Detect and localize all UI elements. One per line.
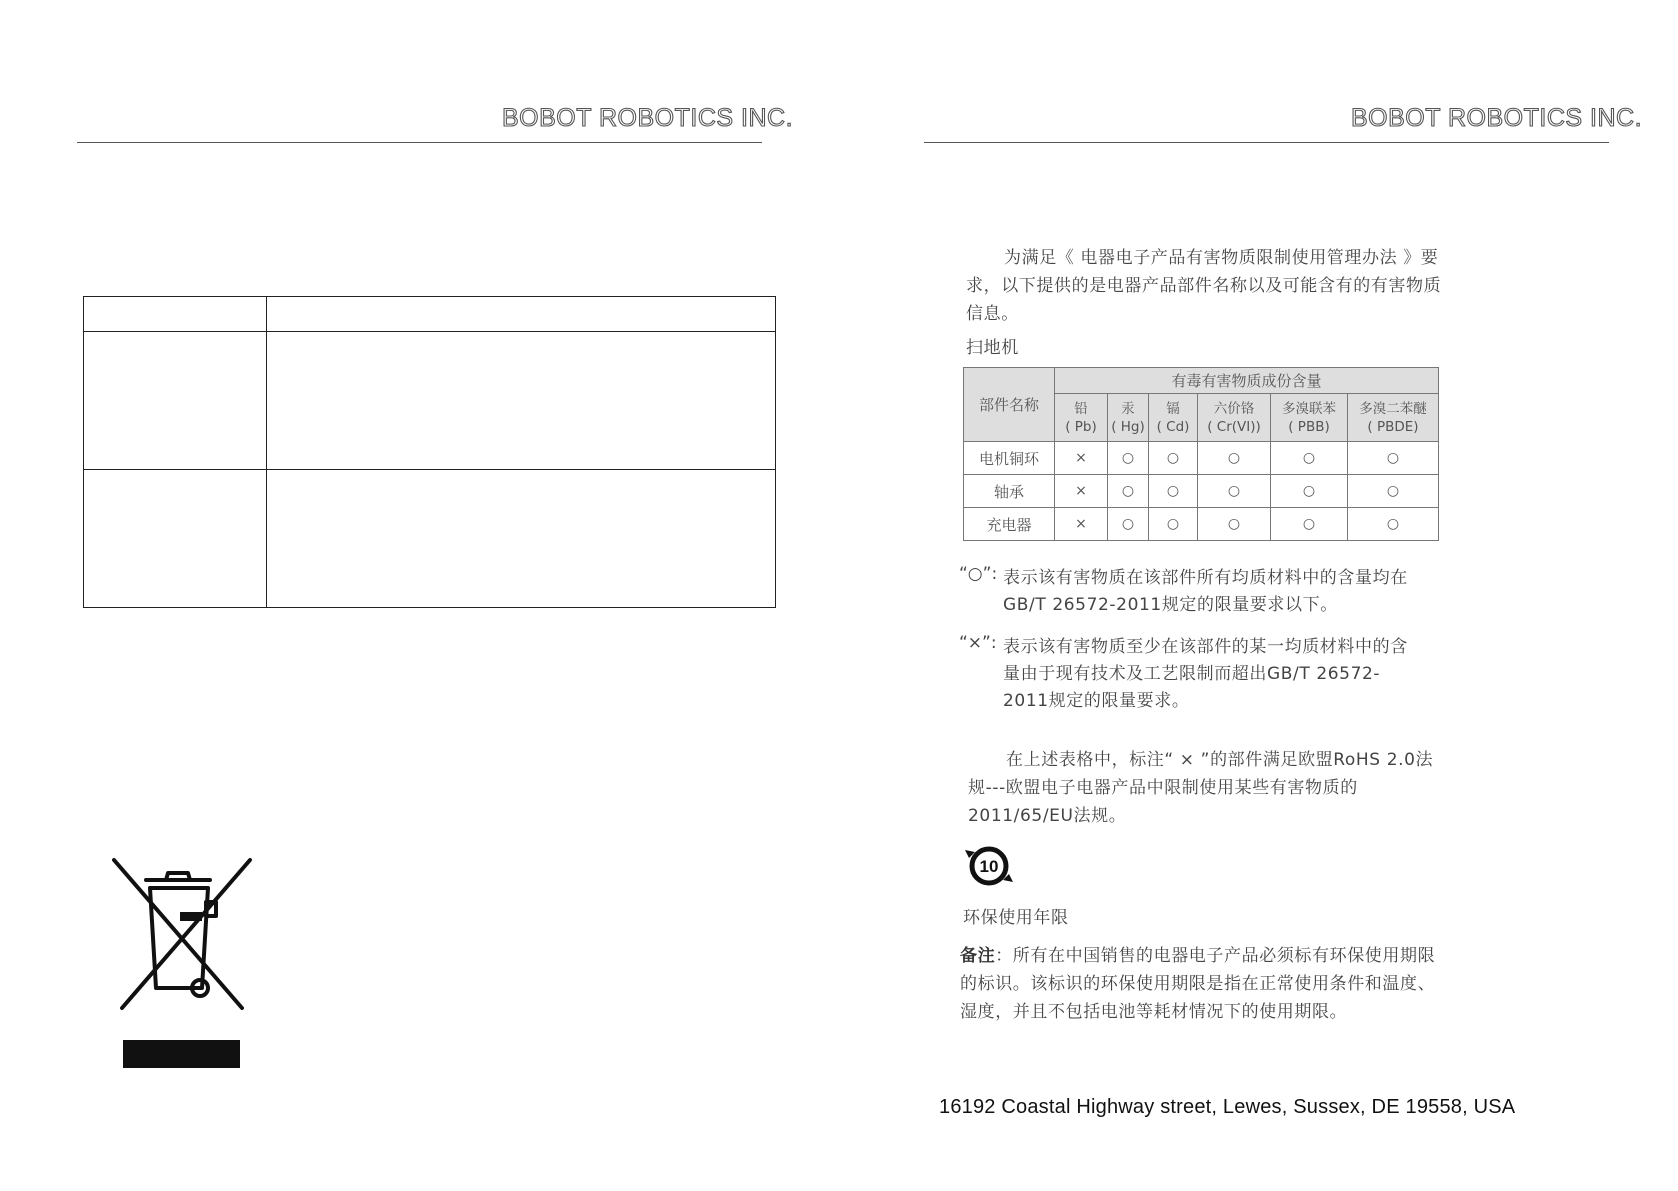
remark-text: ：所有在中国销售的电器电子产品必须标有环保使用期限的标识。该标识的环保使用期限是指在正常使用条件和温度、湿度，并且不包括电池等耗材情况下的使用期限。 xyxy=(960,946,1436,1022)
substance-name: 镉 xyxy=(1166,400,1180,417)
substance-value-cell: ○ xyxy=(1108,442,1149,475)
epup-label: 环保使用年限 xyxy=(963,908,1069,928)
product-name: 扫地机 xyxy=(966,338,1019,358)
substance-value-cell: ○ xyxy=(1348,442,1439,475)
substance-name: 六价铬 xyxy=(1213,400,1255,417)
company-header: BOBOT ROBOTICS INC. xyxy=(502,104,794,132)
substance-header xyxy=(1108,394,1149,442)
substance-symbol: ( Cr(VI)) xyxy=(1207,418,1261,435)
remark-paragraph xyxy=(960,942,1450,1026)
note-x-line3: 2011规定的限量要求。 xyxy=(1003,691,1190,711)
note-x-line1: 表示该有害物质至少在该部件的某一均质材料中的含 xyxy=(1003,637,1408,657)
substance-value-cell: × xyxy=(1055,475,1108,508)
substance-header xyxy=(1149,394,1198,442)
substance-value-cell: × xyxy=(1055,508,1108,541)
weee-black-bar xyxy=(123,1040,240,1068)
epup-number: 10 xyxy=(979,857,999,876)
table-row-divider xyxy=(84,331,775,332)
note-x-label: “×”: xyxy=(959,633,997,653)
substance-value-cell: ○ xyxy=(1271,475,1348,508)
substance-symbol: ( Cd) xyxy=(1156,418,1190,435)
substance-value-cell: ○ xyxy=(1149,508,1198,541)
note-o-line1: 表示该有害物质在该部件所有均质材料中的含量均在 xyxy=(1003,568,1408,588)
substance-value-cell: ○ xyxy=(1348,508,1439,541)
header-rule xyxy=(77,142,762,143)
substance-header xyxy=(1055,394,1108,442)
substance-name: 铅 xyxy=(1074,400,1088,417)
part-name-header: 部件名称 xyxy=(964,368,1055,442)
substance-header xyxy=(1348,394,1439,442)
part-name-cell: 轴承 xyxy=(964,475,1055,508)
part-name-cell: 充电器 xyxy=(964,508,1055,541)
note-x-line2: 量由于现有技术及工艺限制而超出GB/T 26572- xyxy=(1003,664,1381,684)
company-address: 16192 Coastal Highway street, Lewes, Sussex, DE 19558, USA xyxy=(939,1096,1516,1118)
epup-10-icon xyxy=(963,842,1015,890)
table-row xyxy=(964,475,1439,508)
note-o-line2: GB/T 26572-2011规定的限量要求以下。 xyxy=(1003,595,1338,615)
table-row xyxy=(964,442,1439,475)
substance-name: 多溴联苯 xyxy=(1282,400,1336,417)
substance-symbol: ( PBDE) xyxy=(1367,418,1419,435)
substance-value-cell: ○ xyxy=(1149,475,1198,508)
weee-crossed-bin-icon xyxy=(110,856,255,1016)
table-row xyxy=(964,508,1439,541)
substance-value-cell: ○ xyxy=(1348,475,1439,508)
substance-symbol: ( Hg) xyxy=(1111,418,1145,435)
table-column-divider xyxy=(266,297,267,607)
blank-table xyxy=(83,296,776,608)
hazardous-substance-table xyxy=(963,367,1439,541)
substance-value-cell: ○ xyxy=(1271,442,1348,475)
substance-value-cell: ○ xyxy=(1198,475,1271,508)
rohs-paragraph: 在上述表格中，标注“ × ”的部件满足欧盟RoHS 2.0法规---欧盟电子电器产品中限制使用某些有害物质的2011/65/EU法规。 xyxy=(968,750,1434,826)
table-row-divider xyxy=(84,469,775,470)
substance-value-cell: × xyxy=(1055,442,1108,475)
substance-group-header: 有毒有害物质成份含量 xyxy=(1055,368,1439,394)
substance-name: 多溴二苯醚 xyxy=(1359,400,1427,417)
substance-symbol: ( Pb) xyxy=(1065,418,1097,435)
header-rule xyxy=(924,142,1609,143)
intro-paragraph: 为满足《 电器电子产品有害物质限制使用管理办法 》要求，以下提供的是电器产品部件名称以及可能含有的有害物质信息。 xyxy=(966,248,1442,324)
remark-label: 备注 xyxy=(960,946,996,966)
substance-value-cell: ○ xyxy=(1198,442,1271,475)
substance-header xyxy=(1198,394,1271,442)
substance-symbol: ( PBB) xyxy=(1288,418,1330,435)
substance-value-cell: ○ xyxy=(1108,475,1149,508)
substance-value-cell: ○ xyxy=(1198,508,1271,541)
part-name-cell: 电机铜环 xyxy=(964,442,1055,475)
table-body xyxy=(964,442,1439,541)
substance-value-cell: ○ xyxy=(1108,508,1149,541)
substance-value-cell: ○ xyxy=(1149,442,1198,475)
company-header: BOBOT ROBOTICS INC. xyxy=(1351,104,1643,132)
substance-header xyxy=(1271,394,1348,442)
substance-value-cell: ○ xyxy=(1271,508,1348,541)
note-o-label: “○”: xyxy=(959,564,998,584)
substance-name: 汞 xyxy=(1121,400,1135,417)
